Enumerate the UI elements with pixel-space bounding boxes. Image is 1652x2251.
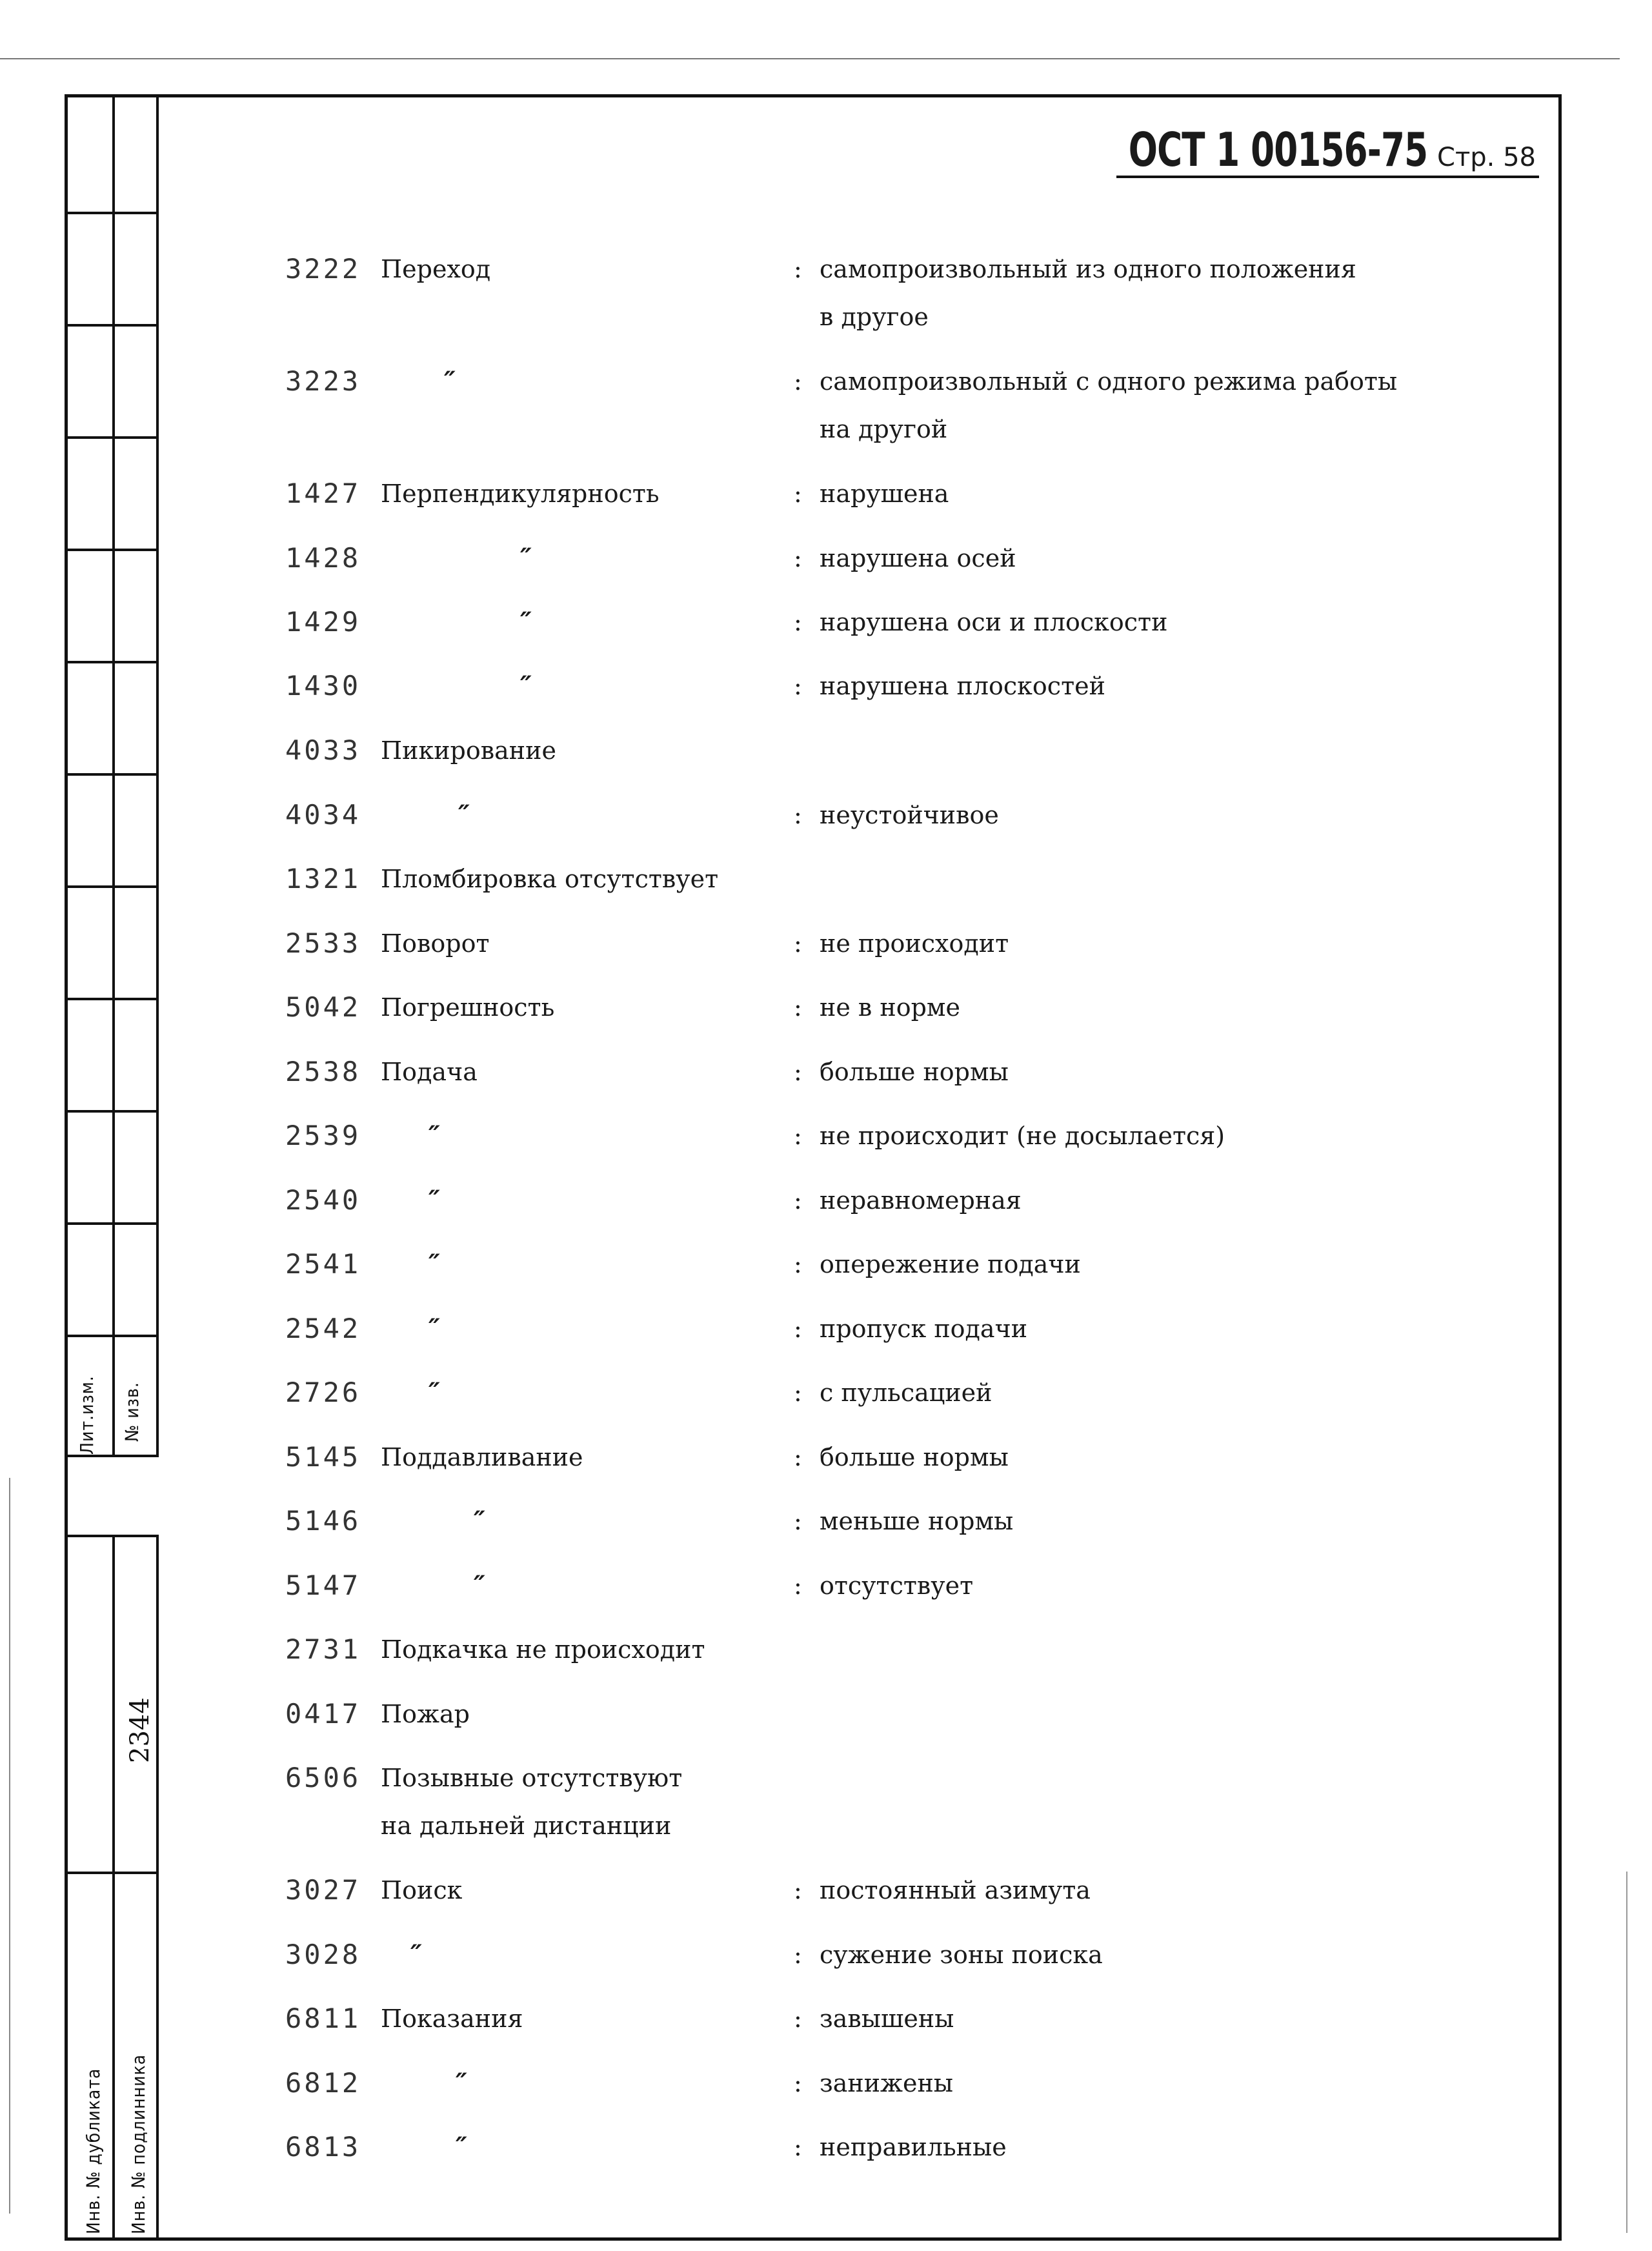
entry-code: 1429: [285, 606, 361, 638]
entry-code: 2731: [285, 1633, 361, 1665]
entry-description: завышены: [820, 2004, 954, 2033]
entry-colon: :: [794, 367, 802, 396]
entry-description: нарушена осей: [820, 544, 1016, 572]
entry-colon: :: [794, 1876, 802, 1904]
entry-code: 2538: [285, 1056, 361, 1087]
entry-description: самопроизвольный из одного положения: [820, 255, 1356, 283]
entry-code: 1427: [285, 478, 361, 509]
entry-code: 3028: [285, 1939, 361, 1970]
entry-colon: :: [794, 608, 802, 636]
entry-term: Подкачка не происходит: [381, 1635, 705, 1664]
entry-colon: :: [794, 1315, 802, 1343]
entry-description: нарушена: [820, 479, 949, 508]
entry-description: не происходит: [820, 929, 1009, 958]
entry-colon: :: [794, 1250, 802, 1278]
inv-podlinnika-label: Инв. № подлинника: [128, 2054, 149, 2234]
entry-colon: :: [794, 2069, 802, 2097]
entry-description: больше нормы: [820, 1443, 1009, 1471]
entry-colon: :: [794, 1941, 802, 1969]
entry-code: 5042: [285, 991, 361, 1023]
entry-code: 4034: [285, 799, 361, 831]
entry-colon: :: [794, 801, 802, 829]
entry-code: 6811: [285, 2003, 361, 2034]
entry-term: Пломбировка отсутствует: [381, 865, 719, 893]
entry-colon: :: [794, 1122, 802, 1150]
entry-code: 2540: [285, 1184, 361, 1216]
entry-code: 0417: [285, 1698, 361, 1730]
ditto-mark: ″: [474, 1570, 485, 1600]
entry-colon: :: [794, 479, 802, 508]
entry-colon: :: [794, 1058, 802, 1086]
page-number: Стр. 58: [1437, 143, 1536, 172]
entry-code: 1321: [285, 863, 361, 894]
entry-colon: :: [794, 2004, 802, 2033]
entry-term: Позывные отсутствуют: [381, 1764, 683, 1792]
entry-description: неустойчивое: [820, 801, 999, 829]
entry-colon: :: [794, 255, 802, 283]
entry-description: постоянный азимута: [820, 1876, 1091, 1904]
entry-description: опережение подачи: [820, 1250, 1081, 1278]
inv-dublikata-label: Инв. № дубликата: [83, 2068, 104, 2234]
entry-code: 3223: [285, 365, 361, 397]
entry-colon: :: [794, 1186, 802, 1215]
entry-code: 2726: [285, 1377, 361, 1408]
entry-colon: :: [794, 672, 802, 700]
ditto-mark: ″: [428, 1313, 440, 1344]
entry-code: 5147: [285, 1570, 361, 1601]
entry-description: самопроизвольный с одного режима работы: [820, 367, 1398, 396]
entry-colon: :: [794, 1378, 802, 1407]
lit-izm-label: Лит.изм.: [76, 1375, 97, 1455]
entry-code: 2533: [285, 927, 361, 959]
entry-colon: :: [794, 1443, 802, 1471]
ditto-mark: ″: [428, 1120, 440, 1151]
entry-code: 6813: [285, 2131, 361, 2163]
entry-term-continued: на дальней дистанции: [381, 1812, 672, 1840]
entry-term: Поддавливание: [381, 1443, 583, 1471]
ditto-mark: ″: [520, 543, 532, 573]
entry-description: с пульсацией: [820, 1378, 992, 1407]
entry-code: 6812: [285, 2067, 361, 2099]
entry-code: 1430: [285, 670, 361, 702]
ditto-mark: ″: [444, 366, 456, 396]
entry-term: Пожар: [381, 1700, 470, 1728]
ditto-mark: ″: [456, 2132, 467, 2162]
entry-term: Поиск: [381, 1876, 463, 1904]
entry-description: сужение зоны поиска: [820, 1941, 1103, 1969]
entry-term: Переход: [381, 255, 491, 283]
entry-description: пропуск подачи: [820, 1315, 1028, 1343]
entry-code: 2541: [285, 1248, 361, 1280]
ditto-mark: ″: [520, 671, 532, 701]
entry-colon: :: [794, 1507, 802, 1535]
entry-description: отсутствует: [820, 1571, 974, 1600]
entry-description: меньше нормы: [820, 1507, 1014, 1535]
entry-colon: :: [794, 2133, 802, 2161]
entry-term: Погрешность: [381, 993, 555, 1022]
ditto-mark: ″: [458, 800, 470, 830]
ditto-mark: ″: [428, 1185, 440, 1215]
entry-term: Перпендикулярность: [381, 479, 660, 508]
entry-term: Пикирование: [381, 736, 556, 765]
ditto-mark: ″: [520, 607, 532, 637]
ditto-mark: ″: [456, 2068, 467, 2098]
entry-code: 1428: [285, 542, 361, 574]
document-code: ОСТ 1 00156-75: [1128, 123, 1427, 177]
entry-code: 6506: [285, 1762, 361, 1793]
archive-number: 2344: [125, 1697, 155, 1763]
entry-description-continued: на другой: [820, 415, 948, 443]
entry-code: 2542: [285, 1313, 361, 1344]
entry-code: 3222: [285, 253, 361, 285]
entry-colon: :: [794, 544, 802, 572]
entry-description: занижены: [820, 2069, 954, 2097]
ditto-mark: ″: [428, 1377, 440, 1408]
entry-description: не в норме: [820, 993, 960, 1022]
ditto-mark: ″: [410, 1939, 422, 1970]
entry-code: 2539: [285, 1120, 361, 1151]
ditto-mark: ″: [428, 1249, 440, 1279]
entry-code: 3027: [285, 1874, 361, 1906]
entry-term: Подача: [381, 1058, 478, 1086]
entry-description: неправильные: [820, 2133, 1007, 2161]
entry-description: не происходит (не досылается): [820, 1122, 1225, 1150]
entry-description: неравномерная: [820, 1186, 1022, 1215]
entry-description: нарушена оси и плоскости: [820, 608, 1168, 636]
entry-code: 4033: [285, 734, 361, 766]
entry-colon: :: [794, 929, 802, 958]
entry-code: 5145: [285, 1441, 361, 1473]
entry-term: Поворот: [381, 929, 490, 958]
entry-colon: :: [794, 1571, 802, 1600]
entry-code: 5146: [285, 1505, 361, 1537]
entry-colon: :: [794, 993, 802, 1022]
no-izv-label: № изв.: [121, 1382, 143, 1442]
entry-description: больше нормы: [820, 1058, 1009, 1086]
entry-description-continued: в другое: [820, 303, 929, 331]
ditto-mark: ″: [474, 1506, 485, 1536]
entry-description: нарушена плоскостей: [820, 672, 1105, 700]
entry-term: Показания: [381, 2004, 523, 2033]
